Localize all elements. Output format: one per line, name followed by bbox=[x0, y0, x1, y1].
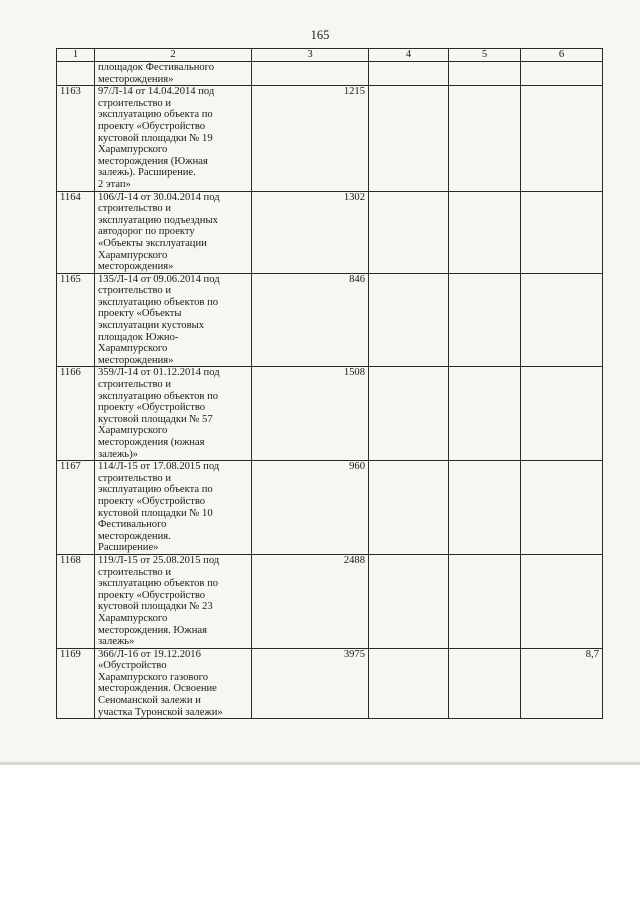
column-4-value bbox=[369, 191, 449, 273]
table-row bbox=[57, 367, 603, 461]
column-6-value bbox=[521, 62, 603, 86]
table-row bbox=[57, 273, 603, 367]
column-3-value: 960 bbox=[252, 461, 369, 555]
column-6-value bbox=[521, 554, 603, 648]
document-description: 366/Л-16 от 19.12.2016 «Обустройство Харампурского газового месторождения. Освоение Сеноманской залежи и участка Туронской залежи» bbox=[95, 648, 252, 719]
page-number: 165 bbox=[310, 28, 330, 42]
column-5-value bbox=[449, 273, 521, 367]
column-3-value: 2488 bbox=[252, 554, 369, 648]
registry-table bbox=[56, 48, 603, 719]
row-number: 1163 bbox=[57, 86, 95, 191]
row-number: 1166 bbox=[57, 367, 95, 461]
column-3-value: 3975 bbox=[252, 648, 369, 719]
column-5-value bbox=[449, 86, 521, 191]
table-row bbox=[57, 461, 603, 555]
document-description: 106/Л-14 от 30.04.2014 под строительство и эксплуатацию подъездных автодорог по проекту «Объекты эксплуатации Харампурского месторождения» bbox=[95, 191, 252, 273]
column-5-value bbox=[449, 461, 521, 555]
document-description: площадок Фестивального месторождения» bbox=[95, 62, 252, 86]
column-4-value bbox=[369, 648, 449, 719]
page-edge-divider bbox=[0, 762, 640, 765]
column-6-value bbox=[521, 191, 603, 273]
row-number bbox=[57, 62, 95, 86]
column-3-value bbox=[252, 62, 369, 86]
document-description: 97/Л-14 от 14.04.2014 под строительство и эксплуатацию объекта по проекту «Обустройство кустовой площадки № 19 Харампурского месторождения (Южная залежь). Расширение. 2 этап» bbox=[95, 86, 252, 191]
column-header-5: 5 bbox=[449, 49, 521, 62]
column-5-value bbox=[449, 367, 521, 461]
document-description: 119/Л-15 от 25.08.2015 под строительство и эксплуатацию объектов по проекту «Обустройство кустовой площадки № 23 Харампурского месторождения. Южная залежь» bbox=[95, 554, 252, 648]
table-row bbox=[57, 648, 603, 719]
column-header-3: 3 bbox=[252, 49, 369, 62]
row-number: 1164 bbox=[57, 191, 95, 273]
column-3-value: 1302 bbox=[252, 191, 369, 273]
table-row bbox=[57, 86, 603, 191]
column-4-value bbox=[369, 367, 449, 461]
row-number: 1165 bbox=[57, 273, 95, 367]
document-description: 114/Л-15 от 17.08.2015 под строительство и эксплуатацию объекта по проекту «Обустройство кустовой площадки № 10 Фестивального месторождения. Расширение» bbox=[95, 461, 252, 555]
document-description: 135/Л-14 от 09.06.2014 под строительство и эксплуатацию объектов по проекту «Объекты эксплуатации кустовых площадок Южно- Харампурского месторождения» bbox=[95, 273, 252, 367]
row-number: 1167 bbox=[57, 461, 95, 555]
table-header-row bbox=[57, 49, 603, 62]
column-3-value: 1508 bbox=[252, 367, 369, 461]
column-3-value: 846 bbox=[252, 273, 369, 367]
column-5-value bbox=[449, 648, 521, 719]
column-5-value bbox=[449, 62, 521, 86]
column-5-value bbox=[449, 554, 521, 648]
column-6-value: 8,7 bbox=[521, 648, 603, 719]
column-6-value bbox=[521, 367, 603, 461]
column-6-value bbox=[521, 273, 603, 367]
column-3-value: 1215 bbox=[252, 86, 369, 191]
column-4-value bbox=[369, 461, 449, 555]
column-4-value bbox=[369, 273, 449, 367]
column-4-value bbox=[369, 554, 449, 648]
column-header-6: 6 bbox=[521, 49, 603, 62]
column-header-2: 2 bbox=[95, 49, 252, 62]
column-4-value bbox=[369, 86, 449, 191]
column-6-value bbox=[521, 461, 603, 555]
column-header-4: 4 bbox=[369, 49, 449, 62]
row-number: 1168 bbox=[57, 554, 95, 648]
table-row bbox=[57, 191, 603, 273]
document-description: 359/Л-14 от 01.12.2014 под строительство и эксплуатацию объектов по проекту «Обустройство кустовой площадки № 57 Харампурского месторождения (южная залежь)» bbox=[95, 367, 252, 461]
column-4-value bbox=[369, 62, 449, 86]
table-row bbox=[57, 62, 603, 86]
column-5-value bbox=[449, 191, 521, 273]
column-header-1: 1 bbox=[57, 49, 95, 62]
column-6-value bbox=[521, 86, 603, 191]
row-number: 1169 bbox=[57, 648, 95, 719]
table-row bbox=[57, 554, 603, 648]
